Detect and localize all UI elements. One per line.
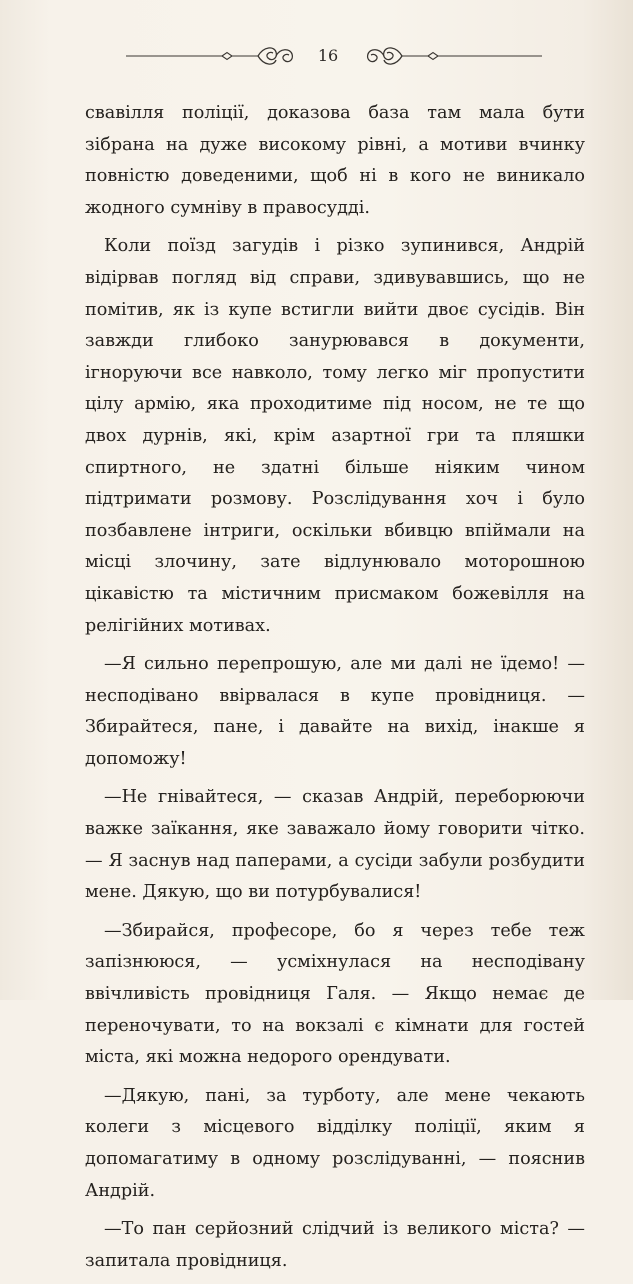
page-number: 16 <box>317 46 339 65</box>
paragraph-7: —То пан серйозний слідчий із великого міста? — запитала провідниця. <box>85 1219 585 1271</box>
page-header <box>0 38 633 74</box>
paragraph-3: —Я сильно перепрошую, але ми далі не їдемо! — несподівано ввірвалася в купе провідниця. — Збирайтеся, пане, і давайте на вихід, інакше я допоможу! <box>85 654 585 769</box>
paragraph-6: —Дякую, пані, за турботу, але мене чекають колеги з місцевого відділку поліції, яким я допомагатиму в одному розслідуванні, — пояснив Андрій. <box>85 1085 585 1201</box>
body-text <box>85 98 585 1284</box>
left-ornament-icon <box>126 38 298 74</box>
paragraph-5: —Збирайся, професоре, бо я через тебе теж запізнююся, — усміхнулася на несподівану ввічливість провідниця Галя. — Якщо немає де переночувати, то на вокзалі є кімнати для гостей міста, які можна недорого орендувати. <box>85 920 585 1068</box>
paragraph-1: свавілля поліції, доказова база там мала бути зібрана на дуже високому рівні, а мотиви вчинку повністю доведеними, щоб ні в кого не виникало жодного сумніву в правосудді. <box>85 103 585 218</box>
right-ornament-icon <box>362 38 542 74</box>
paragraph-2: Коли поїзд загудів і різко зупинився, Андрій відірвав погляд від справи, здивувавшись, що не помітив, як із купе встигли вийти двоє сусідів. Він завжди глибоко занурювався в документи, ігноруючи все навколо, тому легко міг пропустити цілу армію, яка проходитиме під носом, не те що двох дурнів, які, крім азартної гри та пляшки спиртного, не здатні більше ніяким чином підтримати розмову. Розслідування хоч і було позбавлене інтриги, оскільки вбивцю впіймали на місці злочину, зате відлунювало моторошною цікавістю та містичним присмаком божевілля на релігійних мотивах. <box>85 236 585 636</box>
paragraph-4: —Не гнівайтеся, — сказав Андрій, переборюючи важке заїкання, яке заважало йому говорити чітко. — Я заснув над паперами, а сусіди забули розбудити мене. Дякую, що ви потурбувалися! <box>85 787 585 903</box>
